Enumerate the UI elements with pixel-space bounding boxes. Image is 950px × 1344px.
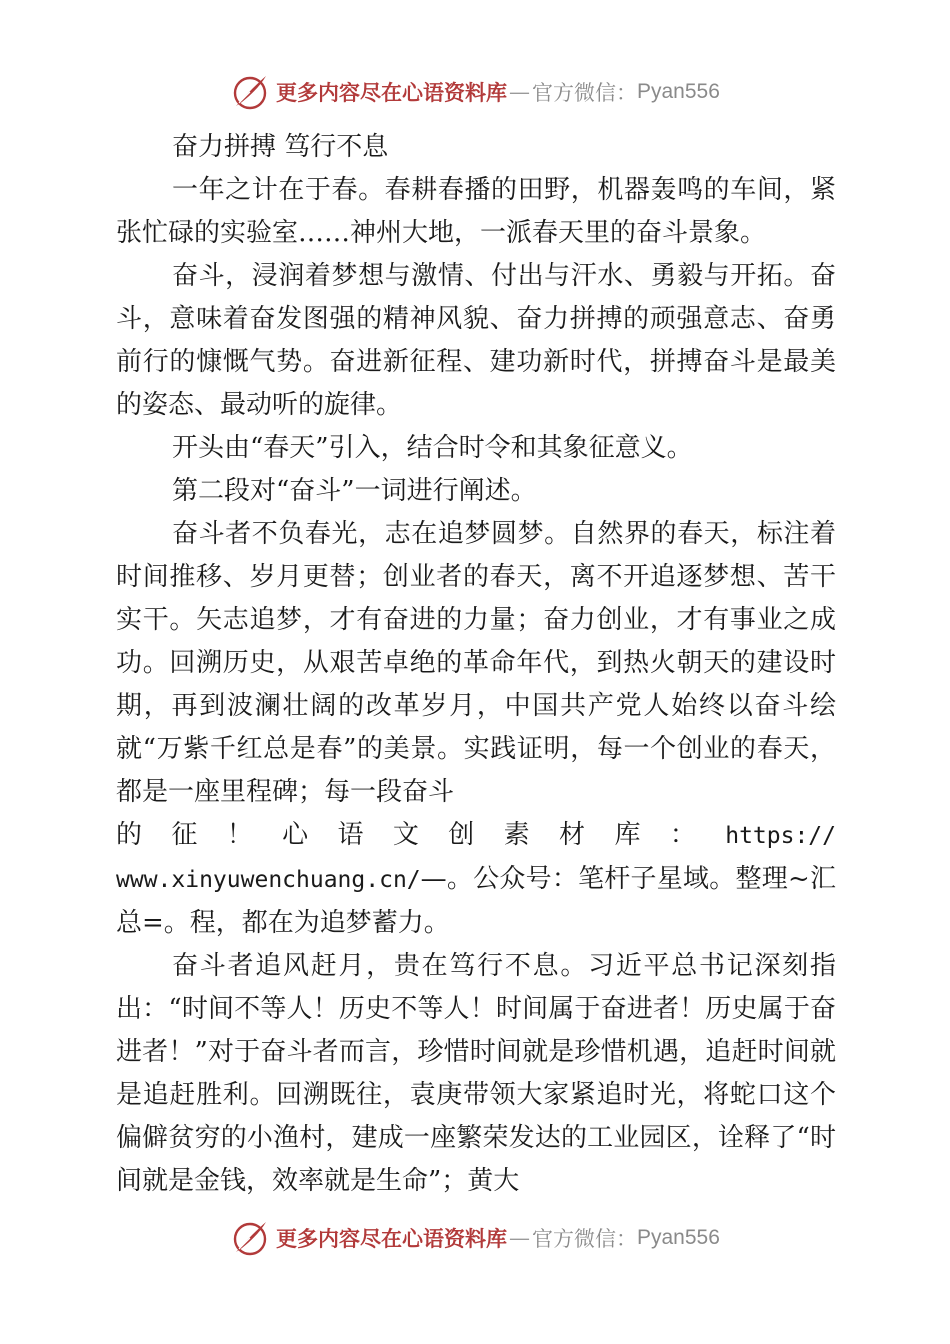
footer-brand-text: 更多内容尽在心语资料库 — [276, 1226, 507, 1251]
footer-wechat-label: 官方微信： — [532, 1227, 637, 1251]
header-brand-text: 更多内容尽在心语资料库 — [276, 80, 507, 105]
watermark-line-b — [116, 858, 836, 945]
watermark-url-protocol: https:// — [725, 823, 836, 849]
footer-banner — [230, 1216, 720, 1260]
header-banner — [230, 70, 720, 114]
paragraph-2: 奋斗，浸润着梦想与激情、付出与汗水、勇毅与开拓。奋斗，意味着奋发图强的精神风貌、奋力拼搏的顽强意志、奋勇前行的慷慨气势。奋进新征程、建功新时代，拼搏奋斗是最美的姿态、最动听的旋律。 — [116, 261, 836, 420]
header-wechat-label: 官方微信： — [532, 81, 637, 105]
watermark-source-text: 的 征 ！ 心 语 文 创 素 材 库 ： — [116, 820, 707, 850]
paragraph-3: 开头由“春天”引入，结合时令和其象征意义。 — [172, 433, 693, 463]
document-title: 奋力拼搏 笃行不息 — [172, 132, 389, 162]
watermark-line-a — [116, 814, 836, 858]
paragraph-1: 一年之计在于春。春耕春播的田野，机器轰鸣的车间，紧张忙碌的实验室……神州大地，一派春天里的奋斗景象。 — [116, 175, 836, 248]
paragraph-4: 第二段对“奋斗”一词进行阐述。 — [172, 476, 537, 506]
paragraph-6: 奋斗者追风赶月，贵在笃行不息。习近平总书记深刻指出：“时间不等人！历史不等人！时间属于奋进者！历史属于奋进者！”对于奋斗者而言，珍惜时间就是珍惜机遇，追赶时间就是追赶胜利。回溯既往，袁庚带领大家紧追时光，将蛇口这个偏僻贫穷的小渔村，建成一座繁荣发达的工业园区，诠释了“时间就是金钱，效率就是生命”；黄大 — [116, 951, 836, 1196]
watermark-url-domain: www.xinyuwenchuang.cn/ — [116, 867, 421, 893]
header-dash: — — [509, 80, 530, 104]
paragraph-5: 奋斗者不负春光，志在追梦圆梦。自然界的春天，标注着时间推移、岁月更替；创业者的春天，离不开追逐梦想、苦干实干。矢志追梦，才有奋进的力量；奋力创业，才有事业之成功。回溯历史，从艰苦卓绝的革命年代，到热火朝天的建设时期，再到波澜壮阔的改革岁月，中国共产党人始终以奋斗绘就“万紫千红总是春”的美景。实践证明，每一个创业的春天，都是一座里程碑；每一段奋斗 — [116, 519, 836, 807]
document-body — [116, 126, 836, 1203]
header-wechat-id: Pyan556 — [637, 80, 720, 103]
footer-wechat-id: Pyan556 — [637, 1226, 720, 1249]
watermark-tail-text: —。公众号：笔杆子星域。整理~汇总=。程，都在为追梦蓄力。 — [116, 864, 836, 938]
footer-dash: — — [509, 1226, 530, 1250]
quill-logo-icon — [230, 72, 270, 112]
quill-logo-icon — [230, 1218, 270, 1258]
